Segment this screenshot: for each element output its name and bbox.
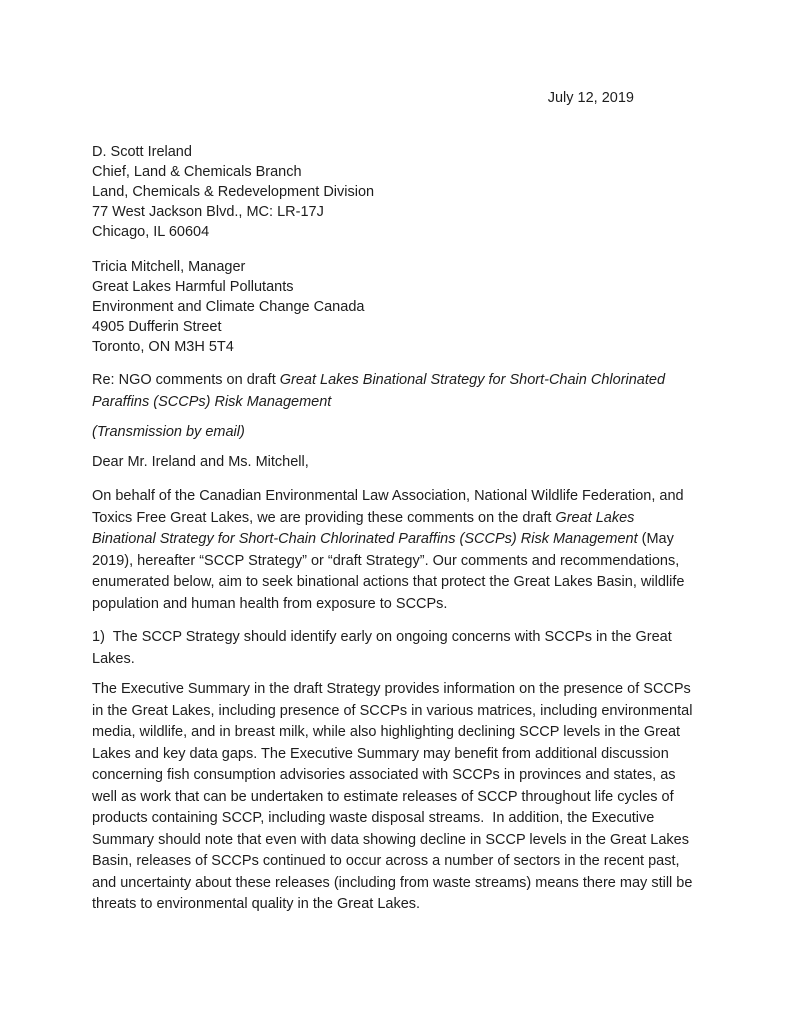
- text-run: Re: NGO comments on draft: [92, 372, 280, 388]
- salutation: Dear Mr. Ireland and Ms. Mitchell,: [92, 453, 309, 470]
- recipient-address-eccc: [92, 257, 700, 357]
- address-line: Great Lakes Harmful Pollutants: [92, 279, 294, 295]
- address-line: Chicago, IL 60604: [92, 224, 210, 240]
- point-1-heading: 1) The SCCP Strategy should identify early on ongoing concerns with SCCPs in the Great Lakes.: [92, 629, 676, 667]
- address-line: D. Scott Ireland: [92, 144, 192, 160]
- intro-paragraph: [92, 486, 700, 615]
- italic-text-run: Great Lakes Binational Strategy for Short-Chain Chlorinated Paraffins (SCCPs) Risk Management: [92, 372, 670, 410]
- address-line: Toronto, ON M3H 5T4: [92, 339, 234, 355]
- italic-text-run: Great Lakes Binational Strategy for Short-Chain Chlorinated Paraffins (SCCPs) Risk Management: [92, 509, 639, 547]
- address-line: 4905 Dufferin Street: [92, 319, 222, 335]
- recipient-address-epa: [92, 142, 700, 242]
- address-line: Environment and Climate Change Canada: [92, 299, 365, 315]
- letter-date: July 12, 2019: [547, 90, 634, 106]
- text-run: (May 2019), hereafter “SCCP Strategy” or “draft Strategy”. Our comments and recommendations, enumerated below, aim to seek binational actions that protect the Great Lakes Basin, wildlife population and human health from exposure to SCCPs.: [92, 531, 689, 612]
- address-line: 77 West Jackson Blvd., MC: LR-17J: [92, 204, 324, 220]
- address-line: Chief, Land & Chemicals Branch: [92, 164, 302, 180]
- address-line: Land, Chemicals & Redevelopment Division: [92, 184, 375, 200]
- text-run: On behalf of the Canadian Environmental Law Association, National Wildlife Federation, and Toxics Free Great Lakes, we are providing these comments on the draft: [92, 488, 688, 526]
- address-line: Tricia Mitchell, Manager: [92, 259, 246, 275]
- subject-line: [92, 370, 700, 413]
- transmission-note: [92, 422, 700, 444]
- italic-text-run: (Transmission by email): [92, 424, 245, 440]
- point-1-body-paragraph: The Executive Summary in the draft Strategy provides information on the presence of SCCPs in the Great Lakes, including presence of SCCPs in various matrices, including environmental media, wildlife, and in breast milk, while also highlighting declining SCCP levels in the Great Lakes and key data gaps. The Executive Summary may benefit from additional discussion concerning fish consumption advisories associated with SCCPs in provinces and states, as well as work that can be undertaken to estimate releases of SCCP throughout life cycles of products containing SCCP, including waste disposal streams. In addition, the Executive Summary should note that even with data showing decline in SCCP levels in the Great Lakes Basin, releases of SCCPs continued to occur across a number of sectors in the recent past, and uncertainty about these releases (including from waste streams) means there may still be threats to environmental quality in the Great Lakes.: [92, 681, 697, 912]
